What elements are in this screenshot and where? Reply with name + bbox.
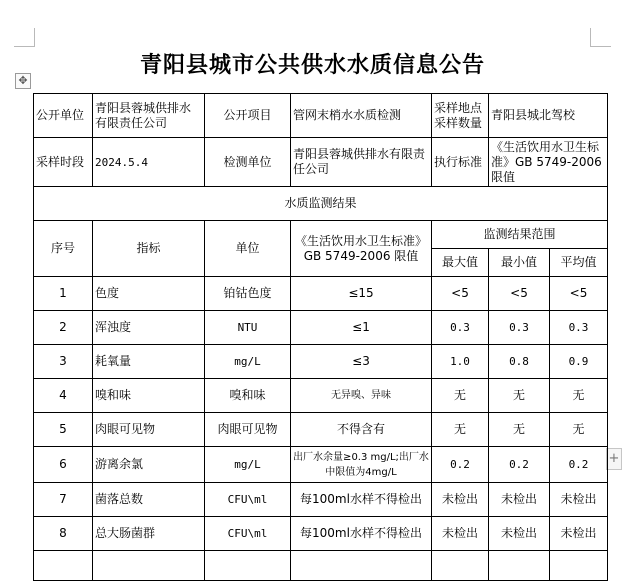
row-min: 未检出 xyxy=(489,483,550,517)
row-avg: 无 xyxy=(550,413,608,447)
empty-cell xyxy=(205,551,291,581)
table-row xyxy=(34,447,608,483)
results-section-title: 水质监测结果 xyxy=(34,187,608,221)
row-indicator: 耗氧量 xyxy=(93,345,205,379)
table-row xyxy=(34,379,608,413)
row-indicator: 肉眼可见物 xyxy=(93,413,205,447)
row-min: 无 xyxy=(489,379,550,413)
item-label: 公开项目 xyxy=(205,94,291,138)
row-unit: NTU xyxy=(205,311,291,345)
header-range: 监测结果范围 xyxy=(432,221,608,249)
time-value: 2024.5.4 xyxy=(93,138,205,187)
row-unit: mg/L xyxy=(205,345,291,379)
table-row xyxy=(34,517,608,551)
table-row-empty xyxy=(34,551,608,581)
row-indicator: 浑浊度 xyxy=(93,311,205,345)
standard-label: 执行标准 xyxy=(432,138,489,187)
row-min: <5 xyxy=(489,277,550,311)
table-row xyxy=(34,345,608,379)
document-title: 青阳县城市公共供水水质信息公告 xyxy=(139,53,485,78)
empty-cell xyxy=(291,551,432,581)
table-row xyxy=(34,483,608,517)
row-max: 无 xyxy=(432,379,489,413)
row-no: 2 xyxy=(34,311,93,345)
row-limit: 每100ml水样不得检出 xyxy=(291,517,432,551)
table-move-handle-icon[interactable]: ✥ xyxy=(15,73,31,89)
header-indicator: 指标 xyxy=(93,221,205,277)
row-avg: 无 xyxy=(550,379,608,413)
row-unit: 肉眼可见物 xyxy=(205,413,291,447)
publisher-label: 公开单位 xyxy=(34,94,93,138)
row-avg: <5 xyxy=(550,277,608,311)
header-avg: 平均值 xyxy=(550,249,608,277)
row-indicator: 菌落总数 xyxy=(93,483,205,517)
row-limit: 无异嗅、异味 xyxy=(291,379,432,413)
header-min: 最小值 xyxy=(489,249,550,277)
table-row xyxy=(34,277,608,311)
item-value: 管网末梢水水质检测 xyxy=(291,94,432,138)
row-no: 5 xyxy=(34,413,93,447)
row-limit: ≤1 xyxy=(291,311,432,345)
location-label: 采样地点采样数量 xyxy=(432,94,489,138)
empty-cell xyxy=(34,551,93,581)
row-limit: 每100ml水样不得检出 xyxy=(291,483,432,517)
row-unit: 铂钴色度 xyxy=(205,277,291,311)
row-no: 3 xyxy=(34,345,93,379)
row-avg: 未检出 xyxy=(550,517,608,551)
row-limit: 出厂水余量≥0.3 mg/L;出厂水中限值为4mg/L xyxy=(291,447,432,483)
row-unit: CFU\ml xyxy=(205,517,291,551)
row-max: 无 xyxy=(432,413,489,447)
row-max: <5 xyxy=(432,277,489,311)
empty-cell xyxy=(550,551,608,581)
add-column-plus-icon[interactable]: + xyxy=(606,448,622,470)
row-min: 0.2 xyxy=(489,447,550,483)
row-avg: 0.3 xyxy=(550,311,608,345)
table-row xyxy=(34,413,608,447)
empty-cell xyxy=(93,551,205,581)
header-max: 最大值 xyxy=(432,249,489,277)
lab-label: 检测单位 xyxy=(205,138,291,187)
empty-cell xyxy=(432,551,489,581)
row-limit: 不得含有 xyxy=(291,413,432,447)
standard-value: 《生活饮用水卫生标准》GB 5749-2006 限值 xyxy=(489,138,608,187)
row-indicator: 游离余氯 xyxy=(93,447,205,483)
header-limit: 《生活饮用水卫生标准》GB 5749-2006 限值 xyxy=(291,221,432,277)
publisher-value: 青阳县蓉城供排水有限责任公司 xyxy=(93,94,205,138)
row-max: 0.2 xyxy=(432,447,489,483)
page-corner-marker-right xyxy=(590,28,611,47)
row-indicator: 色度 xyxy=(93,277,205,311)
row-indicator: 总大肠菌群 xyxy=(93,517,205,551)
empty-cell xyxy=(489,551,550,581)
row-no: 4 xyxy=(34,379,93,413)
row-avg: 0.2 xyxy=(550,447,608,483)
row-no: 8 xyxy=(34,517,93,551)
header-unit: 单位 xyxy=(205,221,291,277)
row-avg: 未检出 xyxy=(550,483,608,517)
row-limit: ≤3 xyxy=(291,345,432,379)
row-indicator: 嗅和味 xyxy=(93,379,205,413)
row-no: 7 xyxy=(34,483,93,517)
row-min: 未检出 xyxy=(489,517,550,551)
table-row xyxy=(34,311,608,345)
lab-value: 青阳县蓉城供排水有限责任公司 xyxy=(291,138,432,187)
row-min: 无 xyxy=(489,413,550,447)
row-no: 6 xyxy=(34,447,93,483)
row-no: 1 xyxy=(34,277,93,311)
time-label: 采样时段 xyxy=(34,138,93,187)
row-unit: 嗅和味 xyxy=(205,379,291,413)
header-no: 序号 xyxy=(34,221,93,277)
row-unit: CFU\ml xyxy=(205,483,291,517)
page-corner-marker-left xyxy=(14,28,35,47)
row-max: 未检出 xyxy=(432,483,489,517)
row-unit: mg/L xyxy=(205,447,291,483)
row-limit: ≤15 xyxy=(291,277,432,311)
water-quality-table xyxy=(33,93,608,581)
location-value: 青阳县城北驾校 xyxy=(489,94,608,138)
row-avg: 0.9 xyxy=(550,345,608,379)
row-min: 0.8 xyxy=(489,345,550,379)
row-max: 1.0 xyxy=(432,345,489,379)
row-min: 0.3 xyxy=(489,311,550,345)
row-max: 未检出 xyxy=(432,517,489,551)
row-max: 0.3 xyxy=(432,311,489,345)
